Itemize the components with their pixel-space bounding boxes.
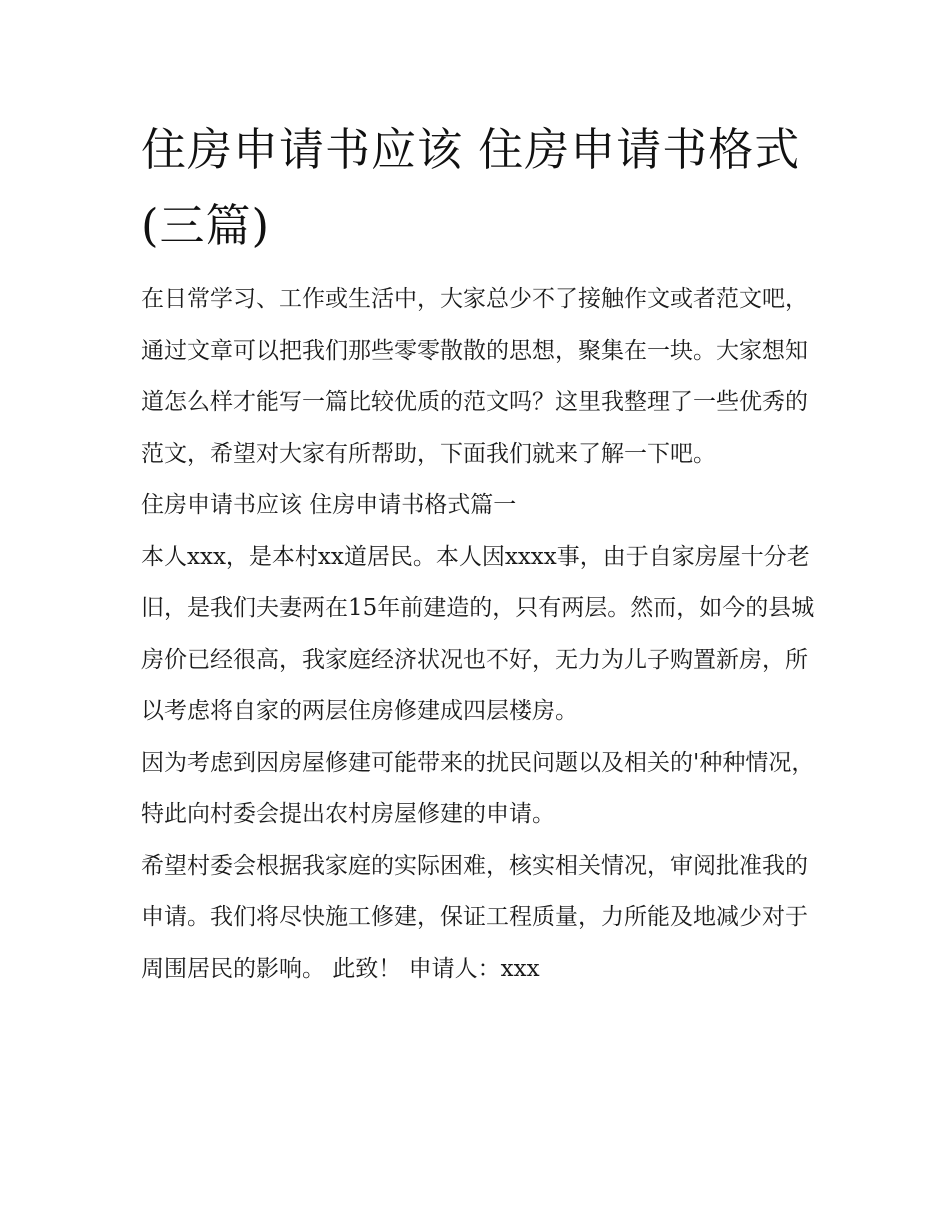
intro-paragraph: 在日常学习、工作或生活中，大家总少不了接触作文或者范文吧，通过文章可以把我们那些零零散散的思想，聚集在一块。大家想知道怎么样才能写一篇比较优质的范文吗？这里我整理了一些优秀的范文，希望对大家有所帮助，下面我们就来了解一下吧。 xyxy=(141,286,808,467)
document-title: 住房申请书应该 住房申请书格式(三篇) xyxy=(141,123,801,252)
body-paragraph: 因为考虑到因房屋修建可能带来的扰民问题以及相关的'种种情况，特此向村委会提出农村房屋修建的申请。 xyxy=(141,749,815,827)
body-paragraph: 本人xxx，是本村xx道居民。本人因xxxx事，由于自家房屋十分老旧，是我们夫妻两在15年前建造的，只有两层。然而，如今的县城房价已经很高，我家庭经济状况也不好，无力为儿子购置新房，所以考虑将自家的两层住房修建成四层楼房。 xyxy=(141,543,815,724)
document-body xyxy=(141,112,821,995)
body-paragraph: 希望村委会根据我家庭的实际困难，核实相关情况，审阅批准我的申请。我们将尽快施工修建，保证工程质量，力所能及地减少对于周围居民的影响。 此致！ 申请人：xxx xyxy=(141,852,808,982)
section-heading: 住房申请书应该 住房申请书格式篇一 xyxy=(141,492,517,518)
